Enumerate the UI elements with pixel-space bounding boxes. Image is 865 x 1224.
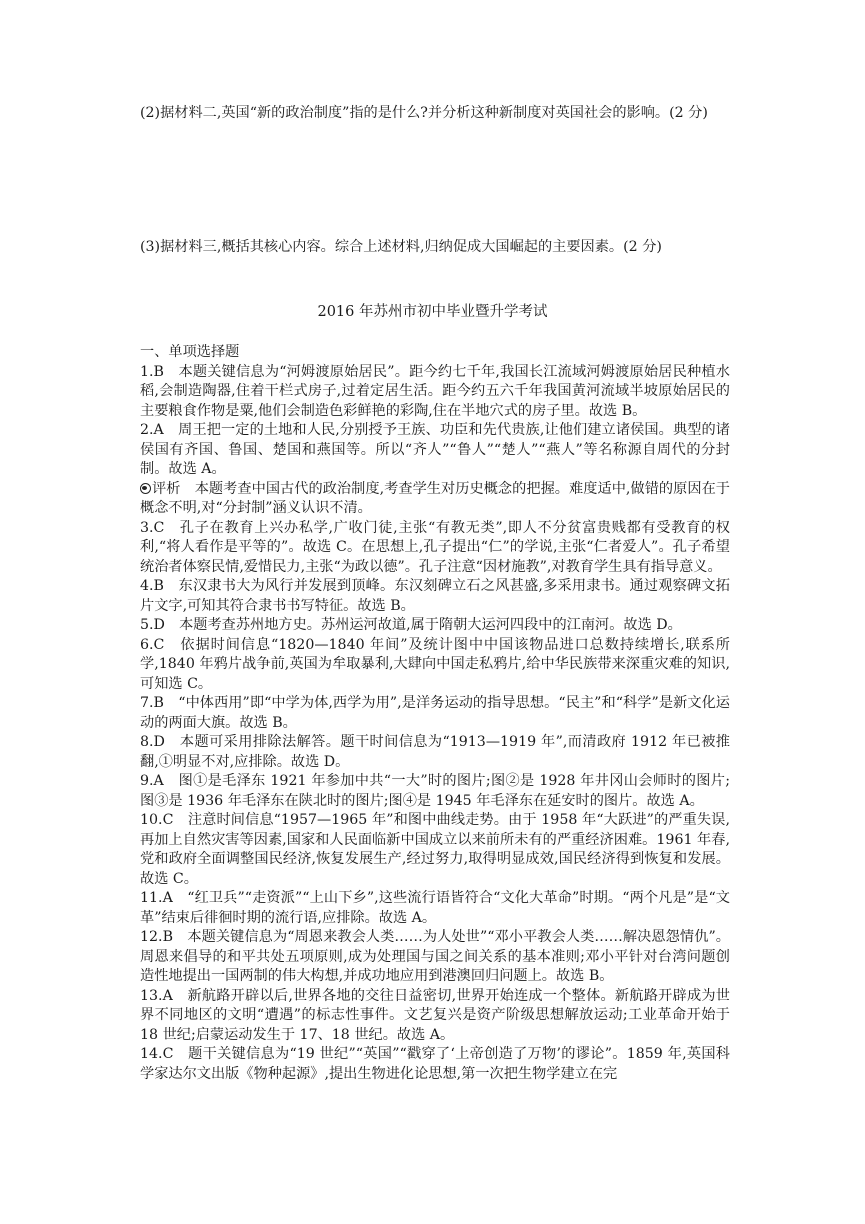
answer-4: 4.B 东汉隶书大为风行并发展到顶峰。东汉刻碑立石之风甚盛,多采用隶书。通过观察碑文拓片文字,可知其符合隶书书写特征。故选 B。 bbox=[140, 578, 730, 614]
answer-11: 11.A “红卫兵”“走资派”“上山下乡”,这些流行语皆符合“文化大革命”时期。“两个凡是”是“文革”结束后徘徊时期的流行语,应排除。故选 A。 bbox=[140, 890, 730, 926]
answer-14: 14.C 题干关键信息为“19 世纪”“英国”“戳穿了‘上帝创造了万物’的谬论”。1859 年,英国科学家达尔文出版《物种起源》,提出生物进化论思想,第一次把生物学建立在完 bbox=[140, 1046, 730, 1082]
answer-7: 7.B “中体西用”即“中学为体,西学为用”,是洋务运动的指导思想。“民主”和“科学”是新文化运动的两面大旗。故选 B。 bbox=[140, 695, 730, 731]
question-3: (3)据材料三,概括其核心内容。综合上述材料,归纳促成大国崛起的主要因素。(2 分) bbox=[140, 239, 662, 255]
question-2: (2)据材料二,英国“新的政治制度”指的是什么?并分析这种新制度对英国社会的影响。(2 分) bbox=[140, 105, 708, 121]
answer-8: 8.D 本题可采用排除法解答。题干时间信息为“1913—1919 年”,而清政府 1912 年已被推翻,①明显不对,应排除。故选 D。 bbox=[140, 734, 730, 770]
answer-6: 6.C 依据时间信息“1820—1840 年间”及统计图中中国该物品进口总数持续增长,联系所学,1840 年鸦片战争前,英国为牟取暴利,大肆向中国走私鸦片,给中华民族带来深重灾难的知识,可知选 C。 bbox=[140, 636, 730, 692]
answer-3: 3.C 孔子在教育上兴办私学,广收门徒,主张“有教无类”,即人不分贫富贵贱都有受教育的权利,“将人看作是平等的”。故选 C。在思想上,孔子提出“仁”的学说,主张“仁者爱人”。孔子希望统治者体察民情,爱惜民力,主张“为政以德”。孔子注意“因材施教”,对教育学生具有指导意义。 bbox=[140, 519, 730, 575]
answer-12: 12.B 本题关键信息为“周恩来教会人类……为人处世”“邓小平教会人类……解决恩怨情仇”。周恩来倡导的和平共处五项原则,成为处理国与国之间关系的基本准则;邓小平针对台湾问题创造性地提出一国两制的伟大构想,并成功地应用到港澳回归问题上。故选 B。 bbox=[140, 929, 730, 984]
comment-text: 评析 本题考查中国古代的政治制度,考查学生对历史概念的把握。难度适中,做错的原因在于概念不明,对“分封制”涵义认识不清。 bbox=[140, 480, 730, 516]
comment-icon bbox=[140, 483, 151, 494]
answer-section bbox=[140, 343, 730, 1084]
answer-9: 9.A 图①是毛泽东 1921 年参加中共“一大”时的图片;图②是 1928 年井冈山会师时的图片;图③是 1936 年毛泽东在陕北时的图片;图④是 1945 年毛泽东在延安时的图片。故选 A。 bbox=[140, 773, 730, 809]
section-heading: 一、单项选择题 bbox=[140, 344, 240, 360]
answer-2: 2.A 周王把一定的土地和人民,分别授予王族、功臣和先代贵族,让他们建立诸侯国。典型的诸侯国有齐国、鲁国、楚国和燕国等。所以“齐人”“鲁人”“楚人”“燕人”等名称源自周代的分封制。故选 A。 bbox=[140, 422, 730, 477]
comment-block bbox=[140, 480, 730, 519]
answer-1: 1.B 本题关键信息为“河姆渡原始居民”。距今约七千年,我国长江流域河姆渡原始居民种植水稻,会制造陶器,住着干栏式房子,过着定居生活。距今约五六千年我国黄河流域半坡原始居民的主要粮食作物是粟,他们会制造色彩鲜艳的彩陶,住在半地穴式的房子里。故选 B。 bbox=[140, 363, 730, 419]
answer-10: 10.C 注意时间信息“1957—1965 年”和图中曲线走势。由于 1958 年“大跃进”的严重失误,再加上自然灾害等因素,国家和人民面临新中国成立以来前所未有的严重经济困难。1961 年春,党和政府全面调整国民经济,恢复发展生产,经过努力,取得明显成效,国民经济得到恢复和发展。故选 C。 bbox=[140, 812, 730, 887]
exam-title: 2016 年苏州市初中毕业暨升学考试 bbox=[317, 304, 548, 320]
answer-5: 5.D 本题考查苏州地方史。苏州运河故道,属于隋朝大运河四段中的江南河。故选 D。 bbox=[140, 617, 682, 633]
answer-13: 13.A 新航路开辟以后,世界各地的交往日益密切,世界开始连成一个整体。新航路开辟成为世界不同地区的文明“遭遇”的标志性事件。文艺复兴是资产阶级思想解放运动;工业革命开始于 18 世纪;启蒙运动发生于 17、18 世纪。故选 A。 bbox=[140, 987, 730, 1043]
